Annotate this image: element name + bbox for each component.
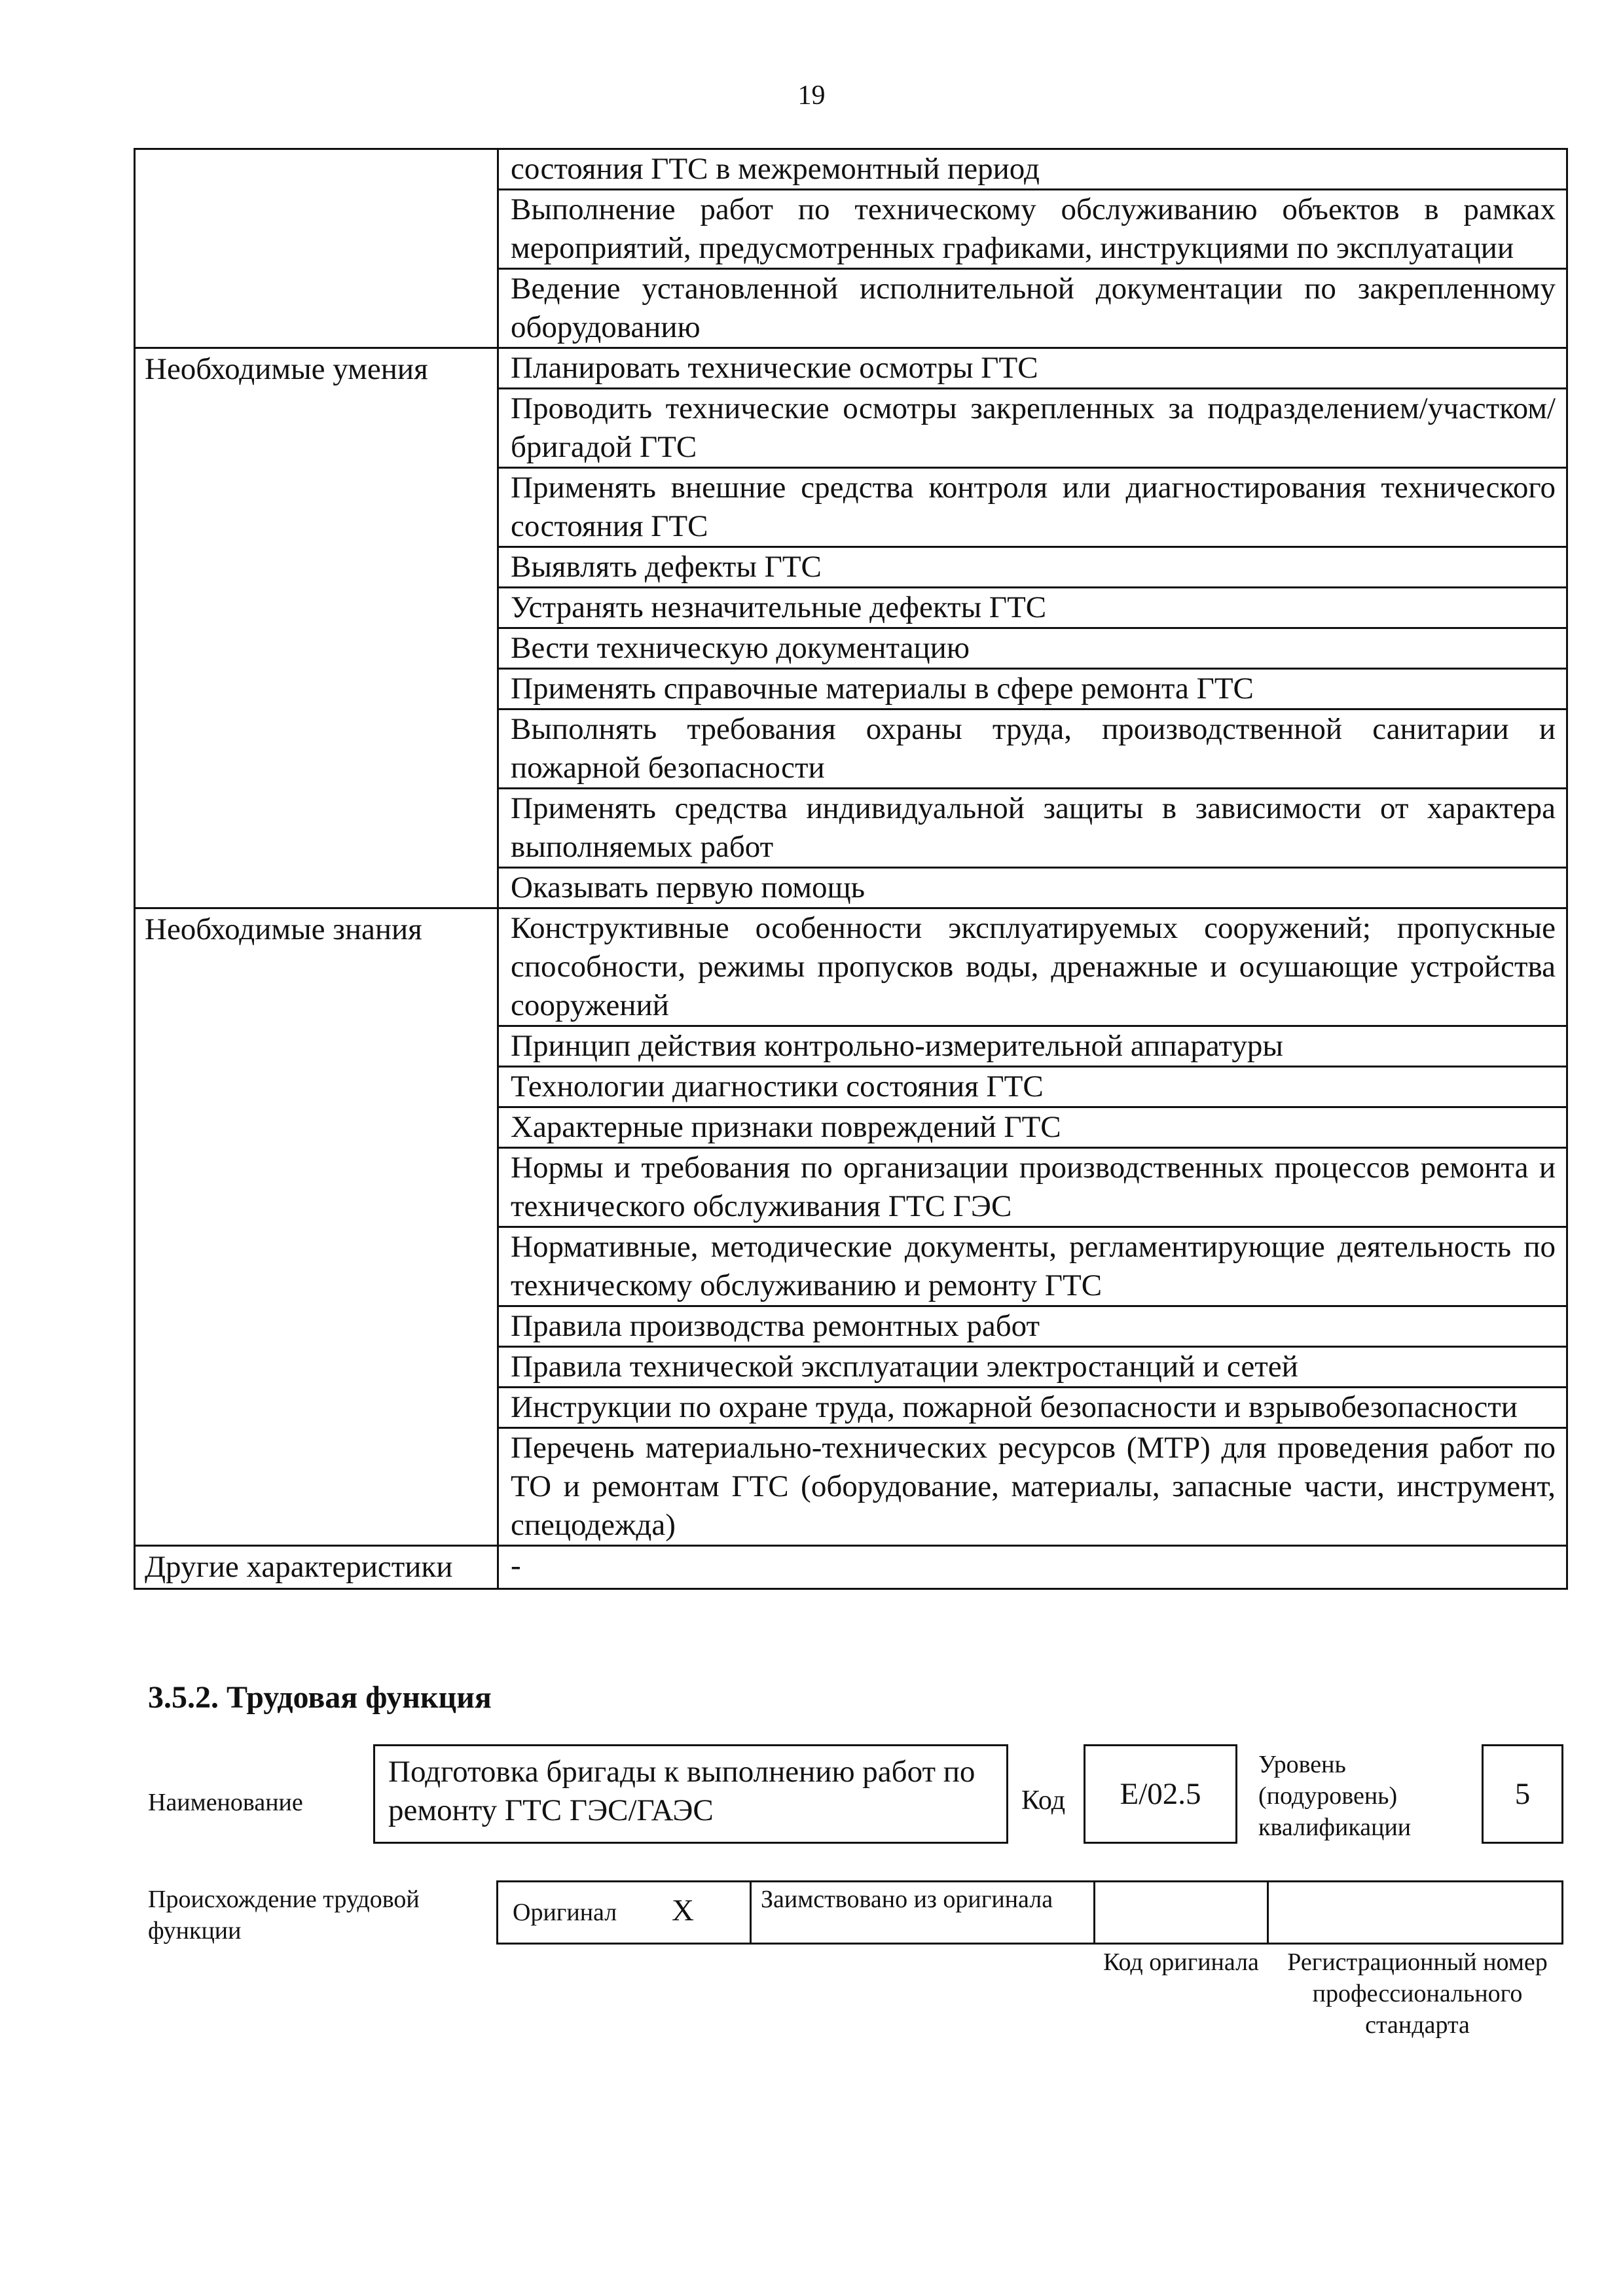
skills-item: Применять средства индивидуальной защиты в зависимости от характера выполняемых работ [498, 789, 1567, 868]
table-row [135, 908, 1567, 1026]
level-label: Уровень (подуровень) квалификации [1258, 1751, 1412, 1841]
code-value: E/02.5 [1120, 1777, 1201, 1811]
skills-item: Устранять незначительные дефекты ГТС [498, 588, 1567, 628]
registration-number-cell [1267, 1880, 1563, 1945]
caption-original-code: Код оригинала [1103, 1948, 1259, 1976]
section-heading: 3.5.2. Трудовая функция [148, 1680, 492, 1715]
continuation-label [135, 149, 498, 348]
skills-item: Применять внешние средства контроля или диагностирования технического состояния ГТС [498, 468, 1567, 547]
function-name-box [373, 1744, 1008, 1844]
caption-registration-number: Регистрационный номер профессионального стандарта [1287, 1948, 1548, 2039]
code-label: Код [1021, 1785, 1066, 1816]
original-cell [496, 1880, 752, 1945]
knowledge-label: Необходимые знания [135, 908, 498, 1546]
continuation-item: состояния ГТС в межремонтный период [498, 149, 1567, 190]
table-row [135, 149, 1567, 190]
skills-item: Оказывать первую помощь [498, 868, 1567, 908]
page-number: 19 [797, 81, 826, 111]
knowledge-item: Принцип действия контрольно-измерительной аппаратуры [498, 1026, 1567, 1067]
knowledge-item: Правила технической эксплуатации электростанций и сетей [498, 1347, 1567, 1388]
borrowed-label: Заимствовано из оригинала [761, 1886, 1053, 1913]
skills-item: Выявлять дефекты ГТС [498, 547, 1567, 588]
skills-item: Вести техническую документацию [498, 628, 1567, 669]
table-row [135, 348, 1567, 389]
skills-item: Применять справочные материалы в сфере ремонта ГТС [498, 669, 1567, 709]
other-item: - [498, 1546, 1567, 1589]
skills-item: Планировать технические осмотры ГТС [498, 348, 1567, 389]
borrowed-cell [750, 1880, 1095, 1945]
knowledge-item: Инструкции по охране труда, пожарной безопасности и взрывобезопасности [498, 1388, 1567, 1428]
origin-label: Происхождение трудовой функции [148, 1886, 420, 1945]
skills-item: Проводить технические осмотры закрепленных за подразделением/участком/бригадой ГТС [498, 389, 1567, 468]
knowledge-item: Характерные признаки повреждений ГТС [498, 1107, 1567, 1148]
knowledge-item: Технологии диагностики состояния ГТС [498, 1067, 1567, 1107]
requirements-table [134, 148, 1568, 1590]
function-name: Подготовка бригады к выполнению работ по ремонту ГТС ГЭС/ГАЭС [388, 1755, 976, 1827]
skills-item: Выполнять требования охраны труда, производственной санитарии и пожарной безопасности [498, 709, 1567, 789]
level-value: 5 [1514, 1777, 1531, 1811]
knowledge-item: Правила производства ремонтных работ [498, 1306, 1567, 1347]
original-code-cell [1093, 1880, 1269, 1945]
code-value-box [1084, 1744, 1237, 1844]
continuation-item: Ведение установленной исполнительной документации по закрепленному оборудованию [498, 269, 1567, 348]
continuation-item: Выполнение работ по техническому обслуживанию объектов в рамках мероприятий, предусмотренных графиками, инструкциями по эксплуатации [498, 190, 1567, 269]
skills-label: Необходимые умения [135, 348, 498, 908]
other-label: Другие характеристики [135, 1546, 498, 1589]
knowledge-item: Нормы и требования по организации производственных процессов ремонта и технического обслуживания ГТС ГЭС [498, 1148, 1567, 1227]
original-mark: X [672, 1893, 694, 1928]
knowledge-item: Перечень материально-технических ресурсов (МТР) для проведения работ по ТО и ремонтам ГТС (оборудование, материалы, запасные части, инструмент, спецодежда) [498, 1428, 1567, 1546]
level-value-box [1482, 1744, 1563, 1844]
name-label: Наименование [148, 1789, 303, 1816]
knowledge-item: Конструктивные особенности эксплуатируемых сооружений; пропускные способности, режимы пропусков воды, дренажные и осушающие устройства сооружений [498, 908, 1567, 1026]
original-label: Оригинал [513, 1899, 617, 1926]
table-row [135, 1546, 1567, 1589]
knowledge-item: Нормативные, методические документы, регламентирующие деятельность по техническому обслуживанию и ремонту ГТС [498, 1227, 1567, 1306]
